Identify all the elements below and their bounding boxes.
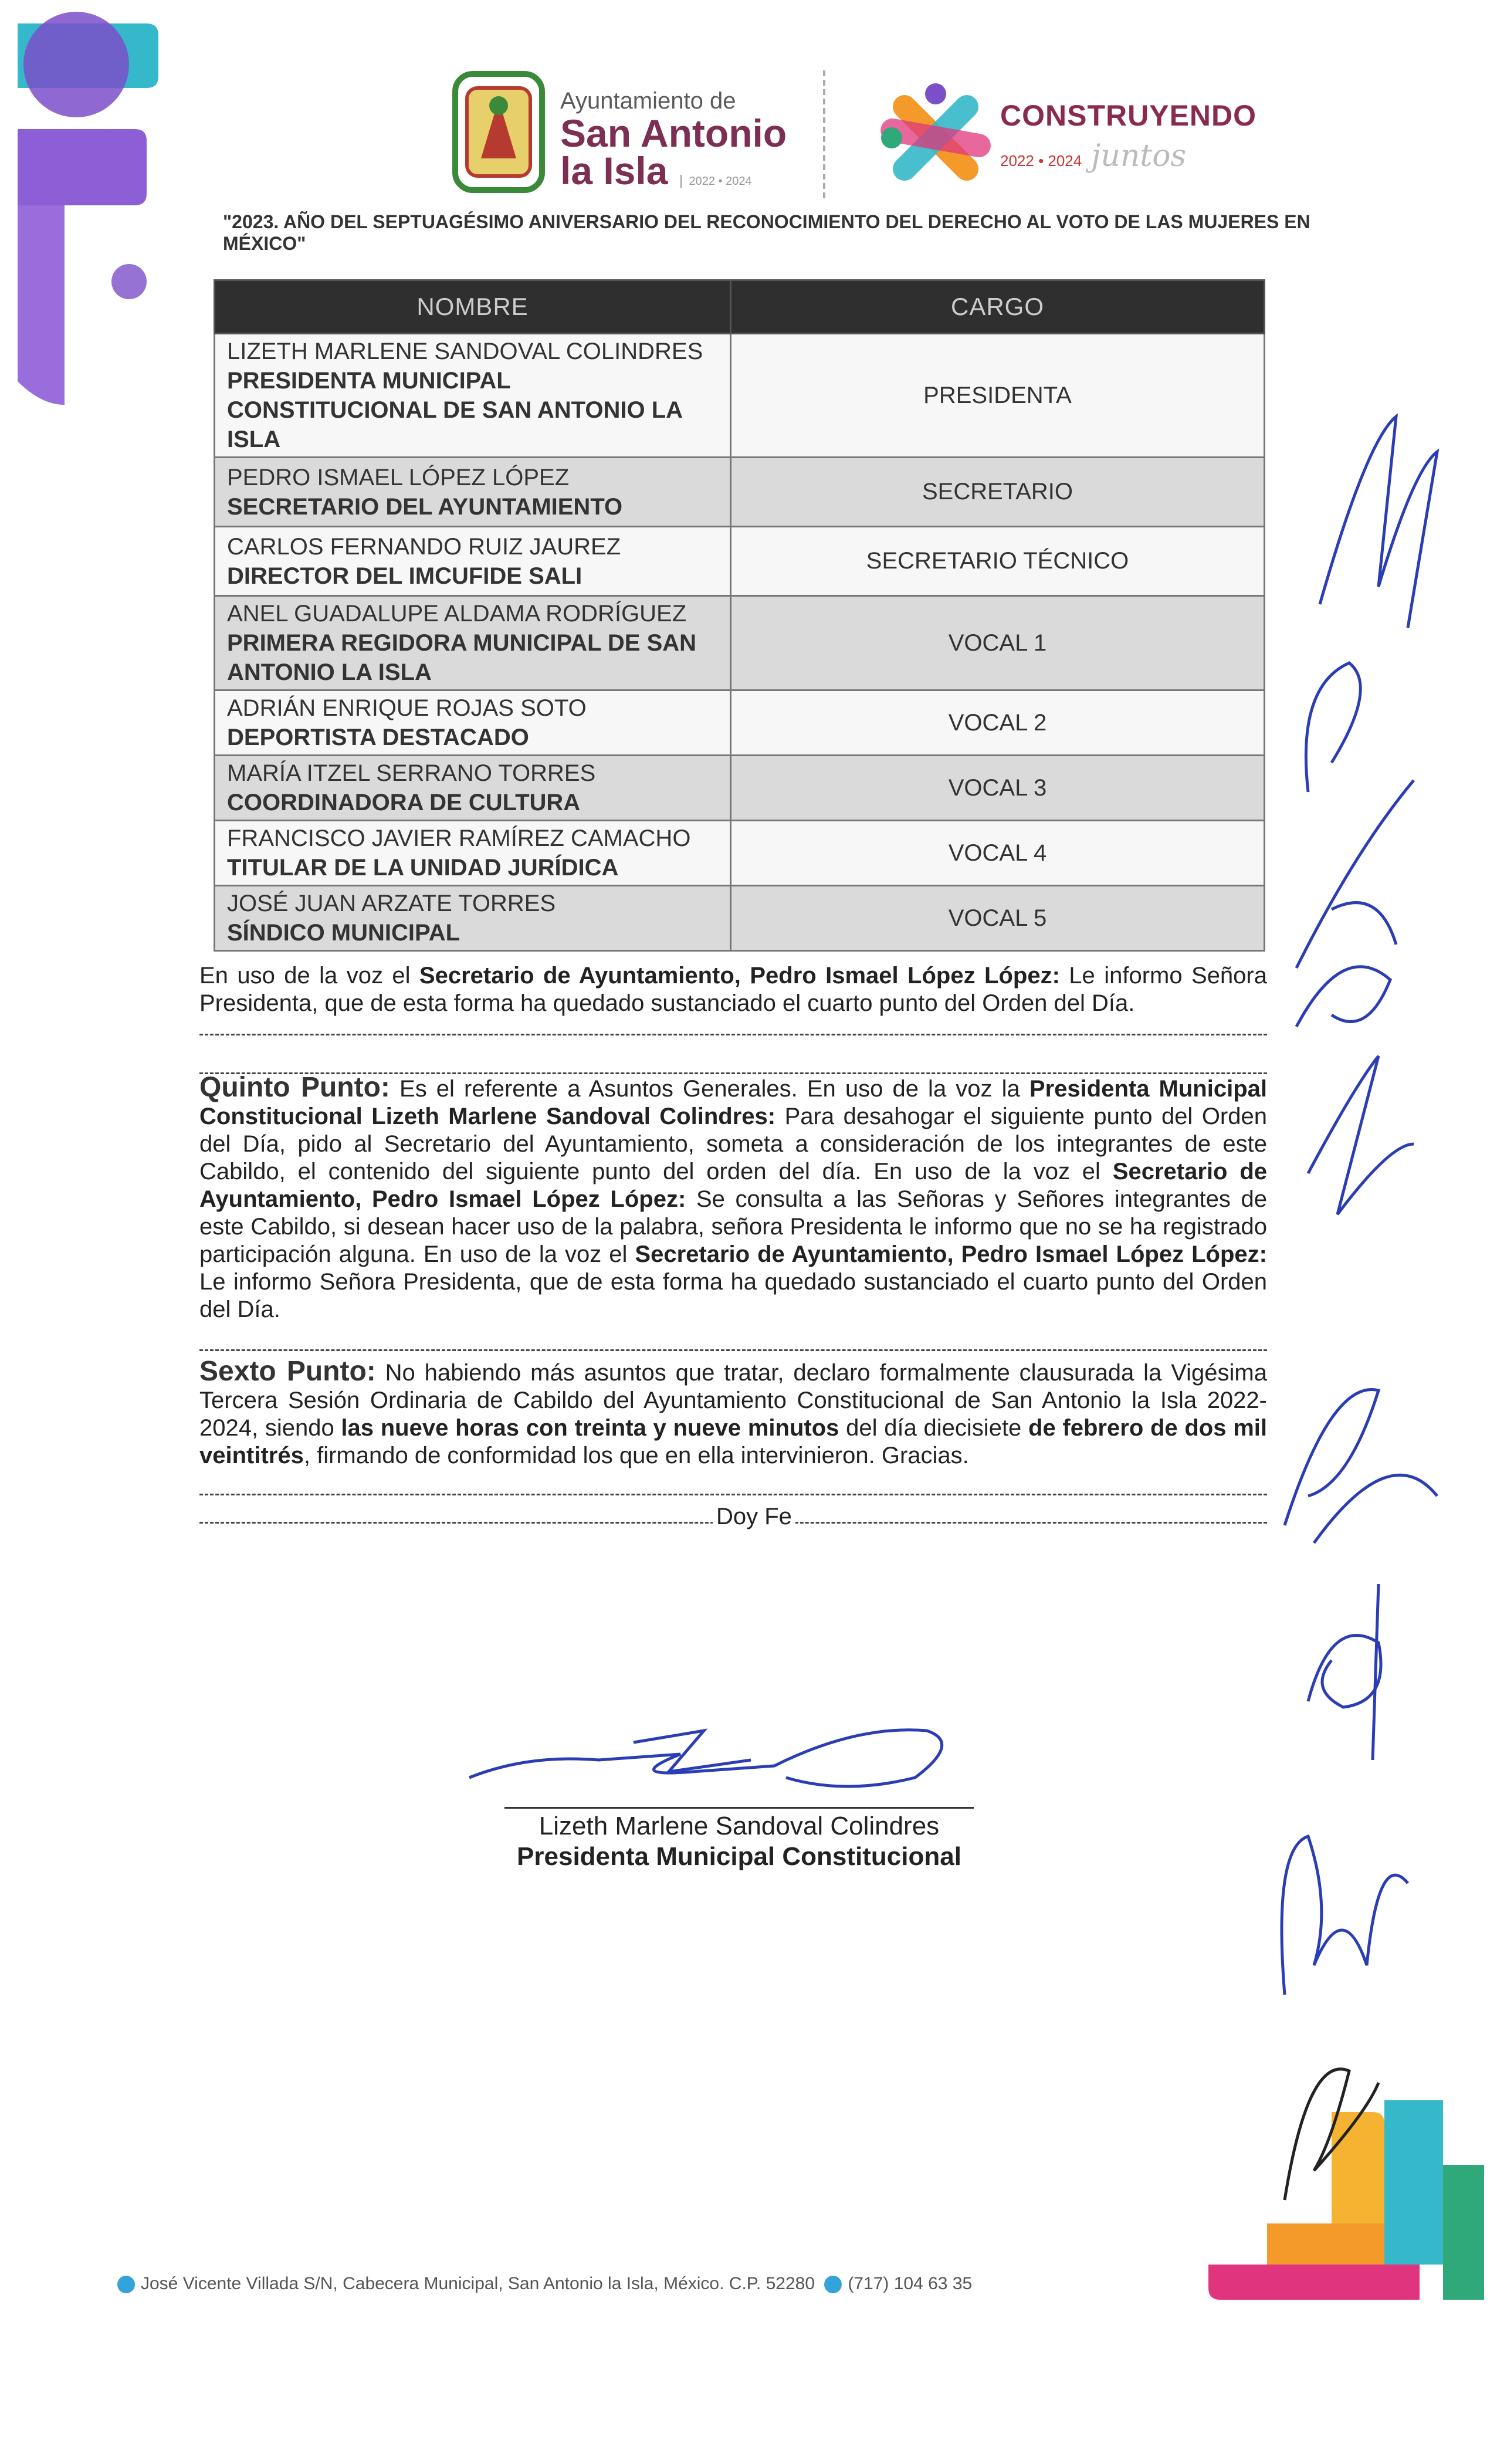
campaign-block — [1000, 99, 1256, 174]
member-title: COORDINADORA DE CULTURA — [227, 790, 581, 815]
sexto-punto-label: Sexto Punto: — [199, 1356, 376, 1387]
campaign-years: 2022 • 2024 — [1000, 152, 1082, 170]
cargo-cell: SECRETARIO TÉCNICO — [731, 527, 1265, 596]
cargo-cell: VOCAL 3 — [731, 756, 1265, 821]
p2-bold-1: Presidenta Municipal Constitucional Lizeth Marlene Sandoval Colindres: — [199, 1076, 1267, 1129]
paragraph-quinto-punto — [199, 1074, 1267, 1324]
member-title: DIRECTOR DEL IMCUFIDE SALI — [227, 563, 582, 589]
top-left-decoration — [0, 0, 194, 422]
member-title: DEPORTISTA DESTACADO — [227, 725, 529, 750]
dashed-rule — [199, 1034, 1267, 1035]
year-slogan: "2023. AÑO DEL SEPTUAGÉSIMO ANIVERSARIO DEL RECONOCIMIENTO DEL DERECHO AL VOTO DE LAS MUJERES EN MÉXICO" — [223, 211, 1310, 254]
column-header-cargo: CARGO — [731, 280, 1265, 334]
member-title: TITULAR DE LA UNIDAD JURÍDICA — [227, 855, 619, 881]
member-name: CARLOS FERNANDO RUIZ JAUREZ — [227, 533, 621, 560]
dashed-rule — [199, 1349, 1267, 1351]
org-line3: la Isla — [560, 149, 668, 192]
name-cell — [215, 886, 731, 951]
member-name: ANEL GUADALUPE ALDAMA RODRÍGUEZ — [227, 601, 687, 627]
name-cell — [215, 691, 731, 756]
org-line1: Ayuntamiento de — [560, 88, 736, 114]
member-name: PEDRO ISMAEL LÓPEZ LÓPEZ — [227, 464, 570, 490]
org-name-block — [560, 88, 787, 192]
member-name: FRANCISCO JAVIER RAMÍREZ CAMACHO — [227, 825, 691, 851]
p3-text-1: No habiendo más asuntos que tratar, declaro formalmente clausurada la Vigésima Tercera Sesión Ordinaria de Cabildo del Ayuntamiento Constitucional de San Antonio la Isla 2022-2024, siendo — [199, 1360, 1267, 1441]
cargo-cell: SECRETARIO — [731, 458, 1265, 527]
footer-address: José Vicente Villada S/N, Cabecera Municipal, San Antonio la Isla, México. C.P. 52280 — [141, 2274, 815, 2293]
members-table — [214, 279, 1265, 952]
p2-bold-2: Secretario de Ayuntamiento, Pedro Ismael López López: — [199, 1159, 1267, 1212]
member-name: ADRIÁN ENRIQUE ROJAS SOTO — [227, 695, 587, 721]
phone-dot-icon — [824, 2276, 842, 2293]
dashed-rule — [199, 1494, 1267, 1495]
p1-bold-1: Secretario de Ayuntamiento, Pedro Ismael López López: — [419, 963, 1060, 989]
paragraph-cuarto-punto-close — [199, 962, 1267, 1017]
cargo-cell: VOCAL 1 — [731, 596, 1265, 691]
construyendo-x-logo-icon — [868, 70, 1003, 205]
table-header-row — [215, 280, 1265, 334]
p3-text-3: , firmando de conformidad los que en ella intervinieron. Gracias. — [303, 1443, 969, 1468]
p3-bold-2: de febrero de dos mil veintitrés — [199, 1415, 1268, 1468]
table-row — [215, 334, 1265, 458]
cargo-cell: VOCAL 2 — [731, 691, 1265, 756]
org-years: 2022 • 2024 — [680, 175, 751, 188]
table-row — [215, 527, 1265, 596]
campaign-script: juntos — [1091, 138, 1187, 174]
table-row — [215, 886, 1265, 951]
p2-text-3: Se consulta a las Señoras y Señores integrantes de este Cabildo, si desean hacer uso de la palabra, señora Presidenta le informo que no se ha registrado participación alguna. En uso de la voz el — [199, 1186, 1267, 1267]
name-cell — [215, 334, 731, 458]
footer — [117, 2274, 972, 2294]
signer-role: Presidenta Municipal Constitucional — [517, 1842, 961, 1871]
member-name: JOSÉ JUAN ARZATE TORRES — [227, 891, 556, 916]
org-line2: San Antonio — [560, 111, 787, 155]
name-cell — [215, 756, 731, 821]
footer-phone: (717) 104 63 35 — [848, 2274, 973, 2293]
municipal-seal-icon — [452, 70, 546, 194]
quinto-punto-label: Quinto Punto: — [199, 1072, 390, 1103]
table-row — [215, 691, 1265, 756]
table-row — [215, 756, 1265, 821]
table-row — [215, 821, 1265, 886]
member-name: LIZETH MARLENE SANDOVAL COLINDRES — [227, 339, 703, 364]
presidenta-signature — [458, 1690, 985, 1807]
p3-bold-1: las nueve horas con treinta y nueve minutos — [341, 1415, 839, 1441]
p1-text-1: En uso de la voz el — [199, 963, 419, 989]
signer-name: Lizeth Marlene Sandoval Colindres — [538, 1812, 940, 1840]
p2-text-4: Le informo Señora Presidenta, que de esta forma ha quedado sustanciado el cuarto punto del Orden del Día. — [199, 1269, 1267, 1322]
p3-text-2: del día diecisiete — [839, 1415, 1029, 1441]
name-cell — [215, 596, 731, 691]
member-name: MARÍA ITZEL SERRANO TORRES — [227, 760, 596, 786]
cargo-cell: VOCAL 4 — [731, 821, 1265, 886]
member-title: SECRETARIO DEL AYUNTAMIENTO — [227, 493, 623, 520]
name-cell — [215, 458, 731, 527]
location-dot-icon — [117, 2276, 135, 2293]
name-cell — [215, 821, 731, 886]
p1-text-2: Le informo Señora Presidenta, que de esta forma ha quedado sustanciado el cuarto punto del Orden del Día. — [199, 963, 1267, 1016]
name-cell — [215, 527, 731, 596]
vertical-ornament — [820, 70, 828, 199]
margin-signatures — [1261, 381, 1472, 2229]
member-title: PRESIDENTA MUNICIPAL CONSTITUCIONAL DE SAN ANTONIO LA ISLA — [227, 368, 682, 452]
doy-fe-label: Doy Fe — [713, 1504, 795, 1530]
cargo-cell: VOCAL 5 — [731, 886, 1265, 951]
member-title: PRIMERA REGIDORA MUNICIPAL DE SAN ANTONIO LA ISLA — [227, 630, 697, 685]
table-row — [215, 596, 1265, 691]
signature-line — [504, 1807, 974, 1809]
campaign-subtitle — [1000, 138, 1256, 174]
p2-bold-3: Secretario de Ayuntamiento, Pedro Ismael López López: — [635, 1241, 1267, 1267]
p2-text-1: Es el referente a Asuntos Generales. En uso de la voz la — [390, 1076, 1029, 1102]
column-header-name: NOMBRE — [215, 280, 731, 334]
cargo-cell: PRESIDENTA — [731, 334, 1265, 458]
member-title: SÍNDICO MUNICIPAL — [227, 920, 460, 946]
paragraph-sexto-punto — [199, 1358, 1267, 1470]
p2-text-2: Para desahogar el siguiente punto del Orden del Día, pido al Secretario del Ayuntamiento, someta a consideración de los integrantes de este Cabildo, el contenido del siguiente punto del orden del día. En uso de la voz el — [199, 1104, 1267, 1184]
campaign-title: CONSTRUYENDO — [1000, 99, 1257, 132]
table-row — [215, 458, 1265, 527]
